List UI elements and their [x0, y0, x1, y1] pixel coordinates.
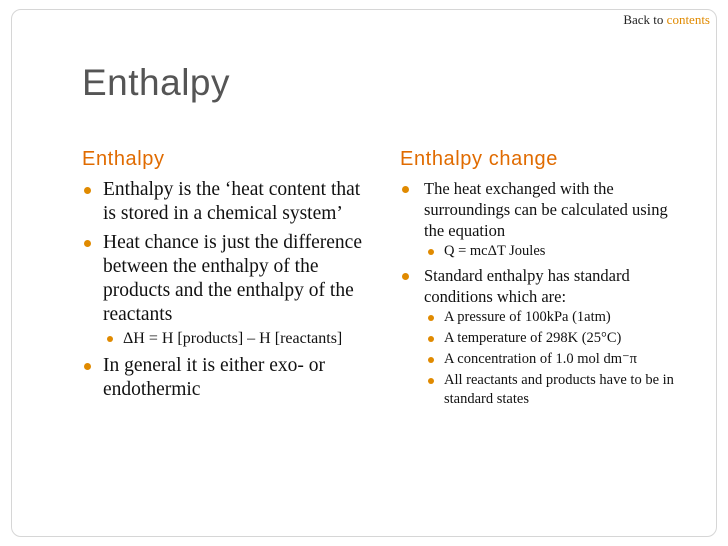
left-column	[82, 148, 372, 407]
contents-link[interactable]: contents	[666, 12, 710, 27]
right-bullet-list	[400, 178, 690, 409]
list-item: A pressure of 100kPa (1atm)	[424, 308, 690, 327]
list-item: Enthalpy is the ‘heat content that is stored in a chemical system’	[82, 178, 372, 226]
list-item: Q = mcΔT Joules	[424, 242, 690, 261]
list-item: A concentration of 1.0 mol dm⁻π	[424, 350, 690, 369]
back-prefix: Back to	[623, 12, 664, 27]
left-bullet-list	[82, 178, 372, 402]
list-item: A temperature of 298K (25°C)	[424, 329, 690, 348]
list-item: All reactants and products have to be in standard states	[424, 371, 690, 409]
back-to-contents	[623, 12, 710, 28]
right-heading: Enthalpy change	[400, 148, 559, 170]
left-sub-list	[103, 329, 372, 349]
list-item: The heat exchanged with the surroundings can be calculated using the equation Q = mcΔT Joules	[400, 178, 690, 261]
list-item: ΔH = H [products] – H [reactants]	[103, 329, 372, 349]
list-item: In general it is either exo- or endothermic	[82, 354, 372, 402]
right-sub-list-2	[424, 308, 690, 409]
right-column	[400, 148, 690, 413]
right-sub-list-1	[424, 242, 690, 261]
slide-title: Enthalpy	[82, 62, 230, 103]
list-item: Standard enthalpy has standard conditions which are: A pressure of 100kPa (1atm) A temperature of 298K (25°C) A concentration of 1.0 mol dm⁻π All reactants and products have to be in standard states	[400, 265, 690, 409]
left-heading: Enthalpy	[82, 148, 165, 170]
list-item: Heat chance is just the difference between the enthalpy of the products and the enthalpy of the reactants ΔH = H [products] – H [reactants]	[82, 231, 372, 349]
